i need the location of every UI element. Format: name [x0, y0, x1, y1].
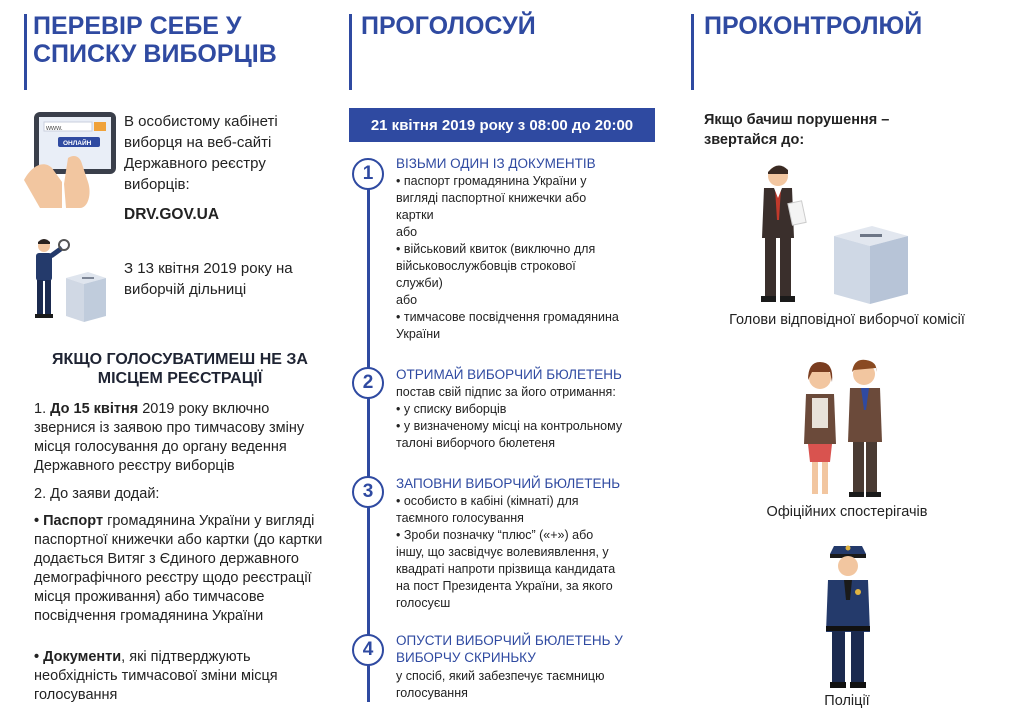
website-link[interactable]: DRV.GOV.UA	[124, 206, 220, 223]
documents-text: • Документи, які підтверджують необхідність тимчасової зміни місця голосування	[34, 649, 278, 703]
commission-head-icon	[748, 158, 916, 308]
header-control: ПРОКОНТРОЛЮЙ	[704, 12, 923, 40]
police-label: Поліції	[824, 693, 870, 709]
header-bar-control	[691, 14, 694, 90]
commission-label: Голови відповідної виборчої комісії	[729, 312, 965, 328]
header-check: ПЕРЕВІР СЕБЕ У СПИСКУ ВИБОРЦІВ	[33, 12, 277, 68]
police-officer-icon	[820, 540, 876, 690]
step-3-heading: ЗАПОВНИ ВИБОРЧИЙ БЮЛЕТЕНЬ	[396, 476, 621, 491]
not-registered-heading: ЯКЩО ГОЛОСУВАТИМЕШ НЕ ЗА МІСЦЕМ РЕЄСТРАЦІЇ	[52, 351, 308, 387]
passport-text: • Паспорт громадянина України у вигляді паспортної книжечки або картки (до картки додається Витяг з Єдиного державного демографічного реєстру щодо реєстрації місця проживання) або тимчасове посвідчення громадянина України	[34, 513, 323, 624]
step-1-number: 1	[352, 158, 384, 190]
step-4-body: у спосіб, який забезпечує таємницю голосування	[396, 669, 605, 700]
voter-magnifier-icon	[24, 238, 112, 324]
station-text: З 13 квітня 2019 року на виборчій дільниці	[124, 260, 293, 298]
tablet-online-text: ОНЛАЙН	[63, 140, 92, 147]
item-1-text: 1. До 15 квітня 2019 року включно звернися із заявою про тимчасову зміну місця голосування до органу ведення Державного реєстру виборців	[34, 401, 305, 474]
date-banner: 21 квітня 2019 року з 08:00 до 20:00	[349, 108, 655, 142]
item-2-text: 2. До заяви додай:	[34, 486, 160, 502]
step-1-body: • паспорт громадянина України у вигляді паспортної книжечки або картки або • військовий квиток (виключно для військовослужбовців строкової служби) або • тимчасове посвідчення громадянина України	[396, 174, 619, 341]
step-1-heading: ВІЗЬМИ ОДИН ІЗ ДОКУМЕНТІВ	[396, 156, 596, 171]
step-3-body: • особисто в кабіні (кімнаті) для таємного голосування • Зроби позначку “плюс” («+») або іншу, що засвідчує волевиявлення, у квадраті напроти прізвища кандидата на пост Президента України, за якого голосуєш	[396, 494, 616, 610]
observers-label: Офіційних спостерігачів	[766, 504, 928, 520]
step-2-number: 2	[352, 367, 384, 399]
report-intro: Якщо бачиш порушення – звертайся до:	[704, 112, 890, 148]
header-vote: ПРОГОЛОСУЙ	[361, 12, 536, 40]
step-3-number: 3	[352, 476, 384, 508]
step-4-number: 4	[352, 634, 384, 666]
steps-timeline	[367, 172, 370, 702]
step-2-heading: ОТРИМАЙ ВИБОРЧИЙ БЮЛЕТЕНЬ	[396, 367, 622, 382]
header-bar-check	[24, 14, 27, 90]
tablet-icon	[22, 110, 118, 210]
step-4-heading: ОПУСТИ ВИБОРЧИЙ БЮЛЕТЕНЬ У ВИБОРЧУ СКРИНЬКУ	[396, 633, 623, 665]
header-bar-vote	[349, 14, 352, 90]
observers-icon	[800, 358, 900, 500]
tablet-url-text: www.	[46, 125, 63, 132]
cabinet-text: В особистому кабінеті виборця на веб-сайті Державного реєстру виборців:	[124, 113, 278, 193]
step-2-body: постав свій підпис за його отримання: • у списку виборців • у визначеному місці на контрольному талоні виборчого бюлетеня	[396, 385, 623, 450]
